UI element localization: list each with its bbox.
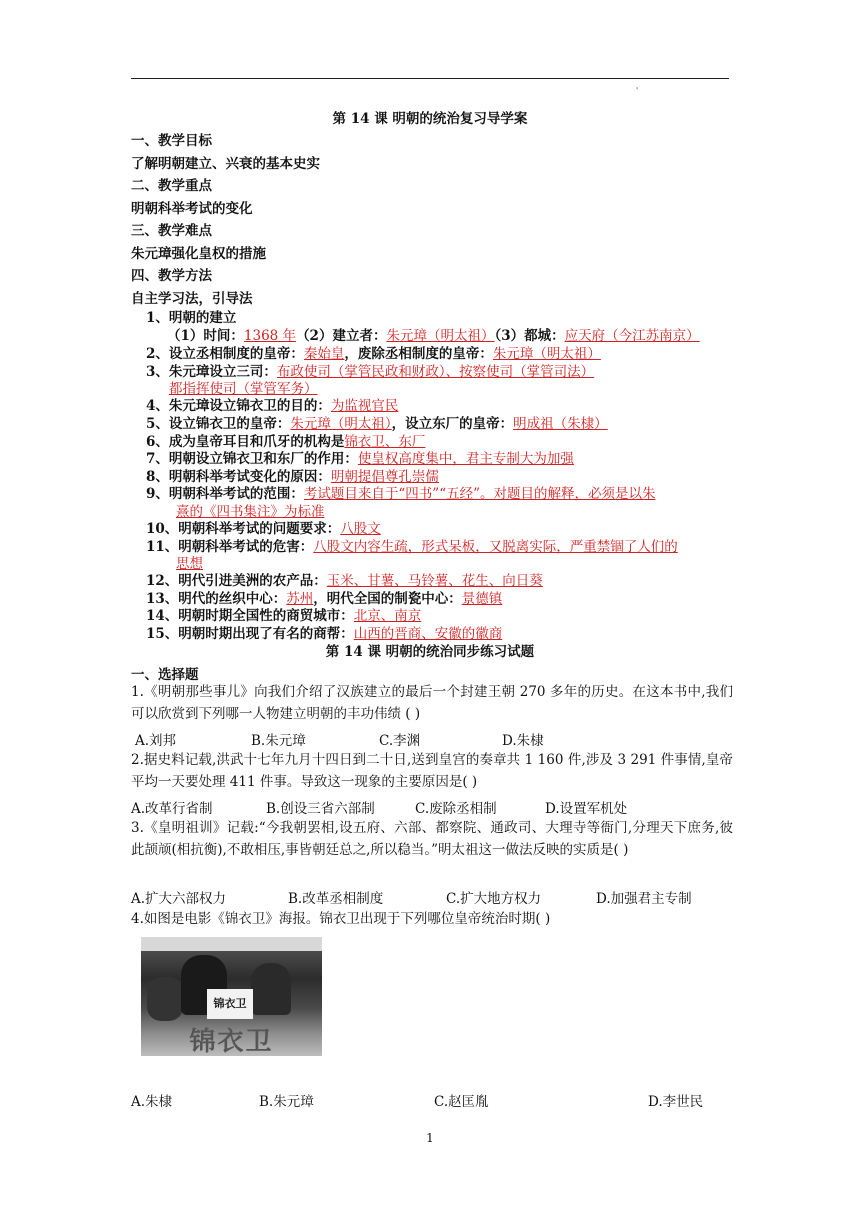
review-item-11-continued: 思想: [176, 556, 203, 572]
question-4-option-c: C.赵匡胤: [434, 1094, 489, 1110]
section-body-goals: 了解明朝建立、兴衰的基本史实: [131, 156, 320, 172]
question-3: 3.《皇明祖训》记载:“今我朝罢相,设五府、六部、都察院、通政司、大理寺等衙门,分理天下庶务,彼此颉颃(相抗衡),不敢相压,事皆朝廷总之,所以稳当。”明太祖这一做法反映的实质是( ): [131, 820, 733, 858]
question-4-option-a: A.朱棣: [131, 1094, 173, 1110]
review-item-14: 14、明朝时期全国性的商贸城市：北京、南京: [146, 608, 422, 624]
review-item-5: 5、设立锦衣卫的皇帝：朱元璋（明太祖），设立东厂的皇帝：明成祖（朱棣）: [146, 416, 608, 432]
question-1-option-a: A.刘邦: [135, 733, 177, 749]
question-2-option-c: C.废除丞相制: [415, 801, 497, 817]
poster-logo: 锦衣卫: [207, 989, 253, 1019]
poster-title-text: 锦衣卫: [189, 1027, 274, 1056]
question-1-option-d: D.朱棣: [502, 733, 544, 749]
review-item-1: 1、明朝的建立: [146, 310, 237, 326]
review-item-4: 4、朱元璋设立锦衣卫的目的：为监视官民: [146, 398, 399, 414]
section-heading-goals: 一、教学目标: [131, 133, 212, 149]
review-item-10: 10、明朝科举考试的问题要求：八股文: [146, 521, 381, 537]
header-mark: ': [636, 86, 639, 95]
header-rule: [131, 78, 729, 79]
section-heading-difficulties: 三、教学难点: [131, 223, 212, 239]
poster-figure: [147, 977, 183, 1021]
question-1-option-b: B.朱元璋: [251, 733, 306, 749]
question-2-option-b: B.创设三省六部制: [266, 801, 375, 817]
question-4: 4.如图是电影《锦衣卫》海报。锦衣卫出现于下列哪位皇帝统治时期( ): [131, 911, 551, 927]
lesson-title: 第 14 课 明朝的统治复习导学案: [332, 111, 528, 127]
question-2-option-a: A.改革行省制: [131, 801, 213, 817]
review-item-9-continued: 熹的《四书集注》为标准: [176, 504, 325, 520]
question-1: 1.《明朝那些事儿》向我们介绍了汉族建立的最后一个封建王朝 270 多年的历史。在这本书中,我们可以欣赏到下列哪一人物建立明朝的丰功伟绩 ( ): [131, 684, 733, 722]
question-3-option-d: D.加强君主专制: [596, 891, 692, 907]
review-item-3: 3、朱元璋设立三司：布政使司（掌管民政和财政）、按察使司（掌管司法）: [146, 364, 595, 380]
section-heading-methods: 四、教学方法: [131, 268, 212, 284]
review-item-12: 12、明代引进美洲的农产品：玉米、甘薯、马铃薯、花生、向日葵: [146, 573, 543, 589]
review-item-9: 9、明朝科举考试的范围：考试题目来自于“四书”“五经”。对题目的解释，必须是以朱: [146, 486, 656, 502]
poster-figure: [251, 963, 291, 1015]
review-item-15: 15、明朝时期出现了有名的商帮：山西的晋商、安徽的徽商: [146, 626, 503, 642]
exercise-section-heading: 一、选择题: [131, 667, 199, 683]
question-2-option-d: D.设置军机处: [545, 801, 628, 817]
review-item-13: 13、明代的丝织中心：苏州，明代全国的制瓷中心：景德镇: [146, 591, 503, 607]
question-4-option-d: D.李世民: [648, 1094, 704, 1110]
page-number: 1: [426, 1131, 434, 1145]
question-1-option-c: C.李渊: [379, 733, 421, 749]
poster-top-strip: [141, 937, 322, 951]
question-3-option-c: C.扩大地方权力: [446, 891, 542, 907]
question-3-option-b: B.改革丞相制度: [288, 891, 384, 907]
review-item-7: 7、明朝设立锦衣卫和东厂的作用：使皇权高度集中，君主专制大为加强: [146, 451, 574, 467]
section-body-key-points: 明朝科举考试的变化: [131, 201, 253, 217]
review-item-1-answers: （1）时间：1368 年（2）建立者：朱元璋（明太祖）（3）都城：应天府（今江苏南京）: [167, 328, 700, 344]
section-body-difficulties: 朱元璋强化皇权的措施: [131, 246, 266, 262]
movie-poster-image: [141, 937, 322, 1056]
review-item-2: 2、设立丞相制度的皇帝：秦始皇，废除丞相制度的皇帝：朱元璋（明太祖）: [146, 346, 601, 362]
question-3-option-a: A.扩大六部权力: [131, 891, 227, 907]
section-heading-key-points: 二、教学重点: [131, 178, 212, 194]
exercise-title: 第 14 课 明朝的统治同步练习试题: [325, 644, 535, 660]
section-body-methods: 自主学习法，引导法: [131, 291, 253, 307]
question-4-option-b: B.朱元璋: [259, 1094, 314, 1110]
review-item-11: 11、明朝科举考试的危害：八股文内容生疏，形式呆板，又脱离实际，严重禁锢了人们的: [146, 539, 678, 555]
review-item-8: 8、明朝科举考试变化的原因：明朝提倡尊孔崇儒: [146, 469, 439, 485]
review-item-3-continued: 都指挥使司（掌管军务）: [169, 381, 318, 397]
question-2: 2.据史料记载,洪武十七年九月十四日到二十日,送到皇宫的奏章共 1 160 件,涉及 3 291 件事情,皇帝平均一天要处理 411 件事。导致这一现象的主要原因是( ): [131, 752, 733, 790]
review-item-6: 6、成为皇帝耳目和爪牙的机构是锦衣卫、东厂: [146, 434, 426, 450]
